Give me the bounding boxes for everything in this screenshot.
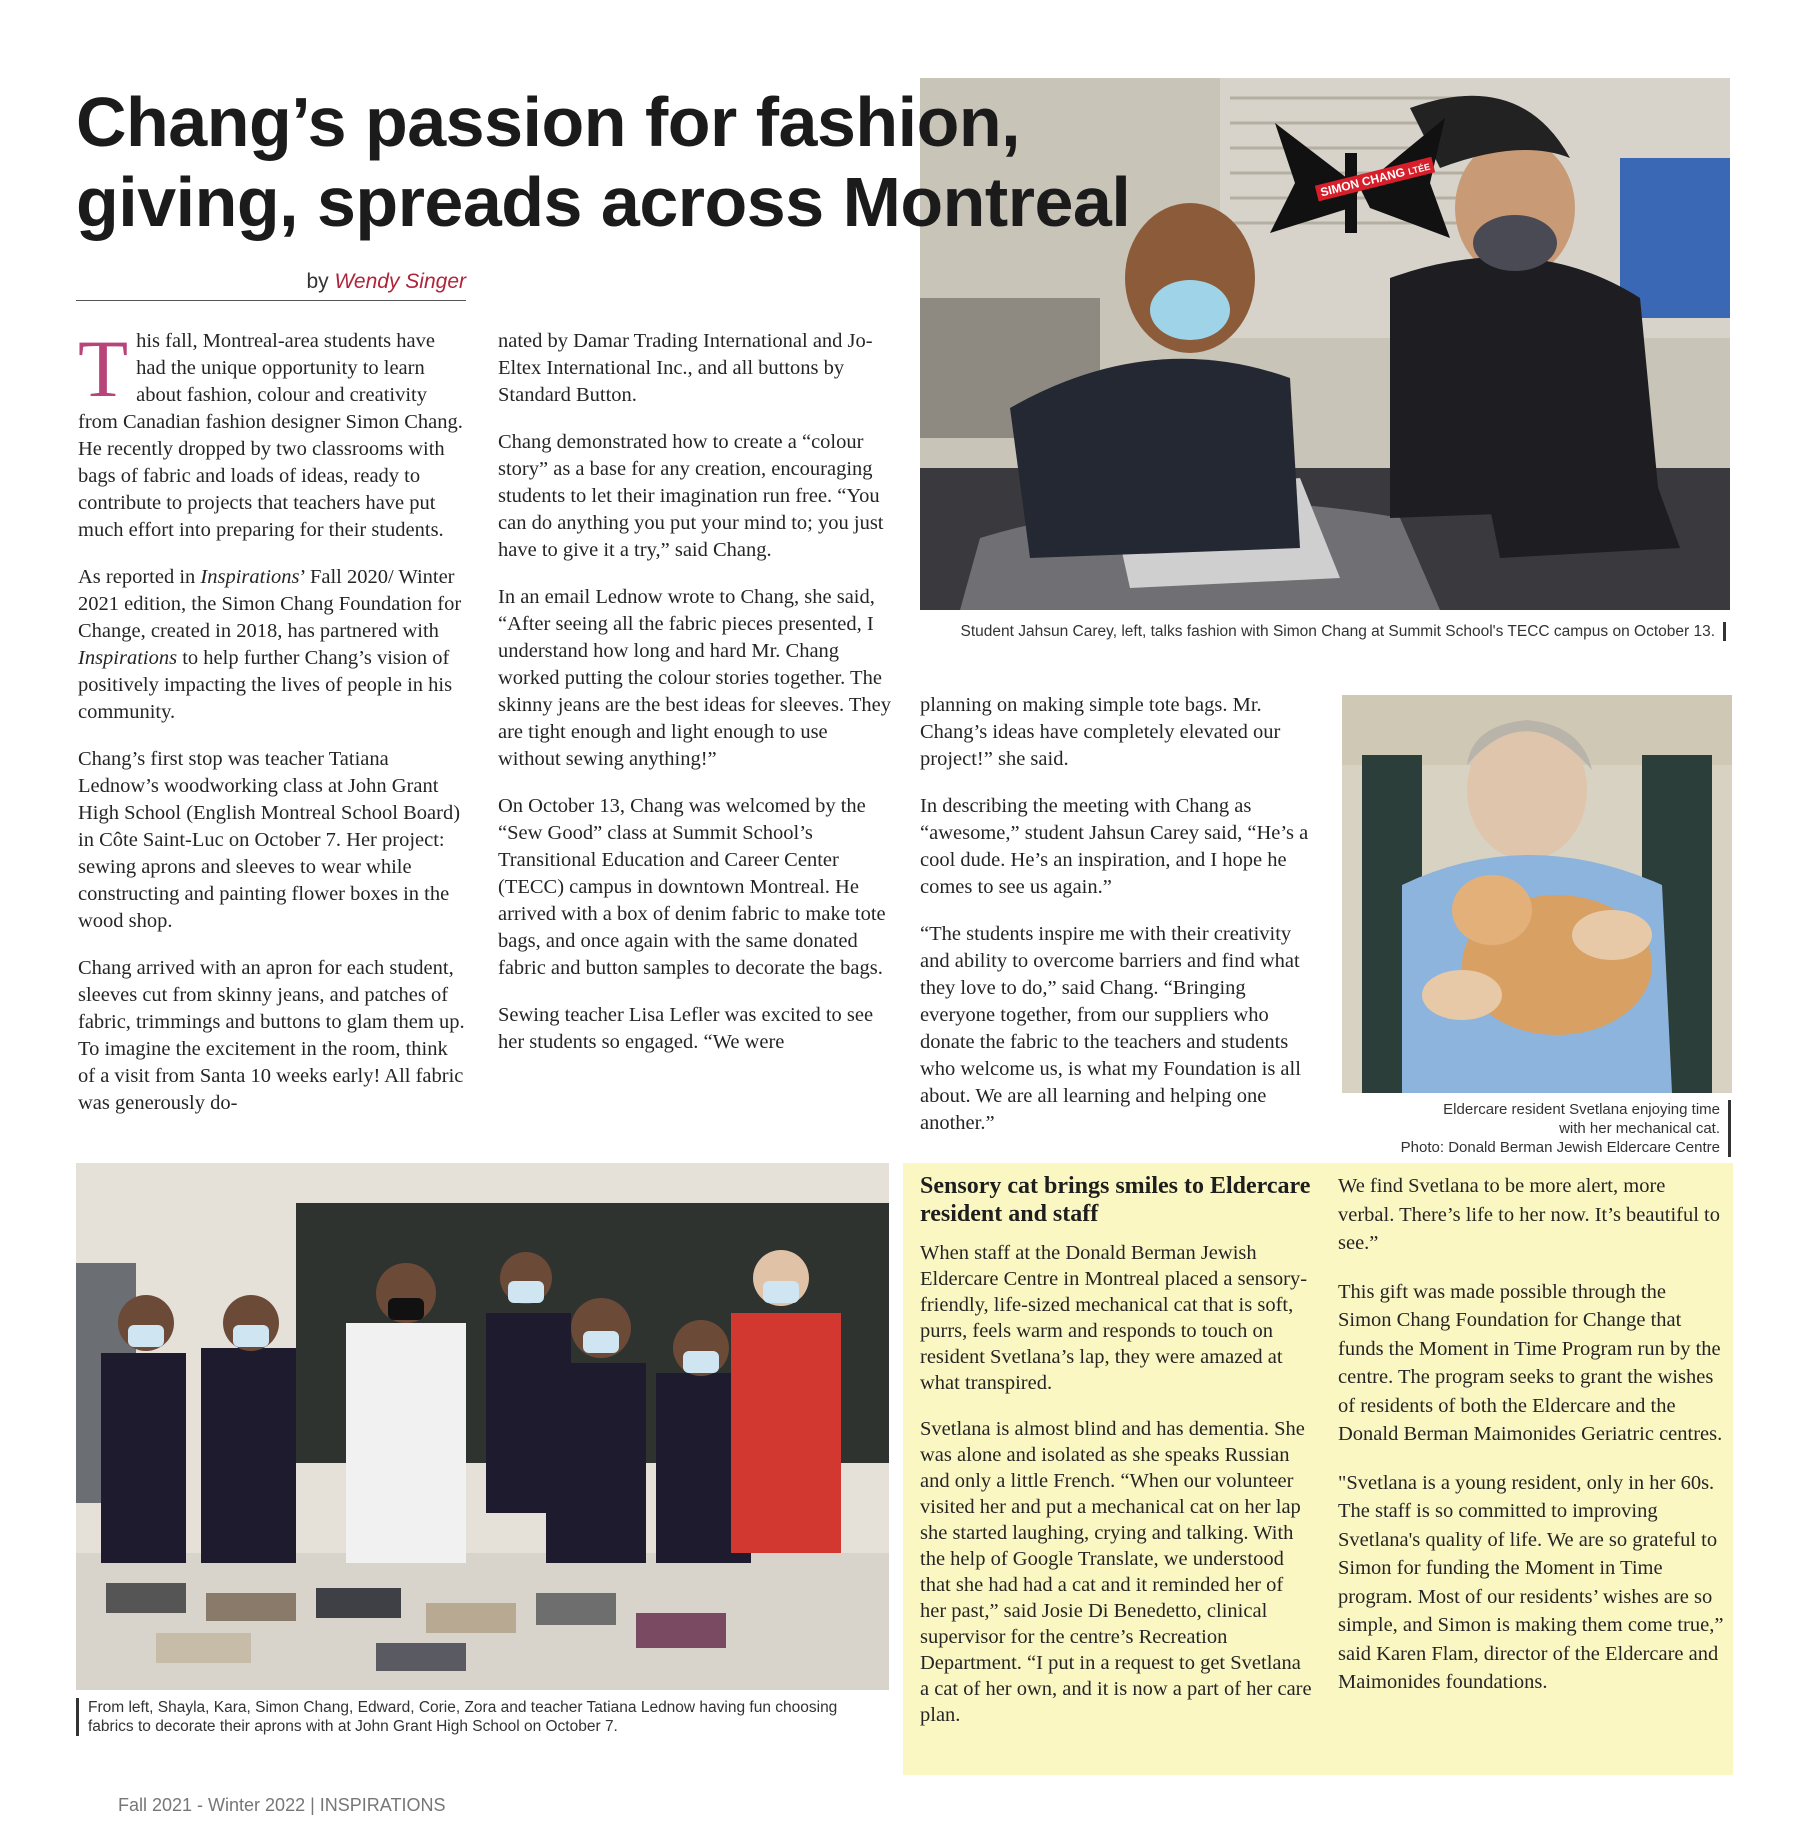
logo-text: SIMON CHANG bbox=[1318, 164, 1407, 200]
paragraph: “The students inspire me with their creativity and ability to overcome barriers and find what they love to do,” said Chang. “Bringing everyone together, from our suppliers who donate the fabric to the teachers and students who welcome us, is what my Foundation is all about. We are all learning and helping one another.” bbox=[920, 923, 1301, 1134]
photo-group bbox=[76, 1163, 889, 1690]
paragraph: Chang demonstrated how to create a “colour story” as a base for any creation, encouraging students to let their imagination run free. “You can do anything you put your mind to; you just have to give it a try,” said Chang. bbox=[498, 431, 884, 561]
page-footer: Fall 2021 - Winter 2022 | INSPIRATIONS bbox=[118, 1795, 446, 1815]
sidebar-paragraph: "Svetlana is a young resident, only in her 60s. The staff is so committed to improving Svetlana's quality of life. We are so grateful to Simon for funding the Moment in Time program. Most of our residents’ wishes are so simple, and Simon is making them come true,” said Karen Flam, director of the Eldercare and Maimonides foundations. bbox=[1338, 1471, 1724, 1693]
photo-cat-caption-line: Eldercare resident Svetlana enjoying time bbox=[1443, 1101, 1720, 1118]
article-column-3 bbox=[920, 692, 1316, 1157]
article-column-2 bbox=[498, 328, 892, 1076]
sidebar-paragraph: Svetlana is almost blind and has dementia. She was alone and isolated as she speaks Russian and only a little French. “When our volunteer visited her and put a mechanical cat on her lap she started laughing, crying and talking. With the help of Google Translate, we understood that she had had a cat and it reminded her of her past,” said Josie Di Benedetto, clinical supervisor for the centre’s Recreation Department. “I put in a request to get Svetlana a cat of her own, and it is now a part of her care plan. bbox=[920, 1418, 1312, 1726]
author-name: Wendy Singer bbox=[334, 270, 466, 293]
paragraph: Chang’s first stop was teacher Tatiana Lednow’s woodworking class at John Grant High School (English Montreal School Board) in Côte Saint-Luc on October 7. Her project: sewing aprons and sleeves to wear while constructing and painting flower boxes in the wood shop. bbox=[78, 748, 461, 932]
photo-cat-caption-line: with her mechanical cat. bbox=[1559, 1120, 1720, 1137]
photo-group-caption-line: From left, Shayla, Kara, Simon Chang, Edward, Corie, Zora and teacher Tatiana Lednow having fun choosing bbox=[88, 1699, 838, 1716]
byline-by: by bbox=[306, 270, 329, 293]
byline bbox=[76, 270, 466, 301]
paragraph: planning on making simple tote bags. Mr. Chang’s ideas have completely elevated our project!” she said. bbox=[920, 694, 1281, 770]
paragraph: nated by Damar Trading International and Jo-Eltex International Inc., and all buttons by Standard Button. bbox=[498, 330, 873, 406]
photo-group-image bbox=[76, 1163, 889, 1690]
sidebar-paragraph: We find Svetlana to be more alert, more verbal. There’s life to her now. It’s beautiful to see.” bbox=[1338, 1175, 1720, 1254]
sidebar-column-1 bbox=[920, 1172, 1312, 1748]
photo-top-caption-text: Student Jahsun Carey, left, talks fashion with Simon Chang at Summit School's TECC campus on October 13. bbox=[960, 623, 1715, 640]
photo-group-caption-line: fabrics to decorate their aprons with at John Grant High School on October 7. bbox=[88, 1718, 618, 1735]
paragraph: On October 13, Chang was welcomed by the “Sew Good” class at Summit School’s Transitional Education and Career Center (TECC) campus in downtown Montreal. He arrived with a box of denim fabric to make tote bags, and once again with the same donated fabric and button samples to decorate the bags. bbox=[498, 795, 886, 979]
logo-mark: LTÉE bbox=[1407, 161, 1432, 177]
simon-chang-logo bbox=[1265, 113, 1455, 248]
photo-cat-image bbox=[1342, 695, 1732, 1093]
sidebar-column-2 bbox=[1338, 1172, 1724, 1717]
paragraph: In describing the meeting with Chang as “awesome,” student Jahsun Carey said, “He’s a cool dude. He’s an inspiration, and I hope he comes to see us again.” bbox=[920, 795, 1309, 898]
sidebar-paragraph: When staff at the Donald Berman Jewish Eldercare Centre in Montreal placed a sensory-friendly, life-sized mechanical cat that is soft, purrs, feels warm and responds to touch on resident Svetlana’s lap, they were amazed at what transpired. bbox=[920, 1242, 1308, 1394]
photo-group-caption bbox=[76, 1698, 908, 1736]
photo-cat-caption bbox=[1342, 1100, 1731, 1157]
photo-cat bbox=[1342, 695, 1732, 1093]
paragraph: Chang arrived with an apron for each student, sleeves cut from skinny jeans, and patches of fabric, trimmings and buttons to glam them up. To imagine the excitement in the room, think of a visit from Santa 10 weeks early! All fabric was generously do- bbox=[78, 957, 465, 1114]
photo-top-caption bbox=[920, 622, 1726, 641]
paragraph: In an email Lednow wrote to Chang, she said, “After seeing all the fabric pieces presented, I understand how long and hard Mr. Chang worked putting the colour stories together. The skinny jeans are the best ideas for sleeves. They are tight enough and light enough to use without sewing anything!” bbox=[498, 586, 891, 770]
paragraph: Sewing teacher Lisa Lefler was excited to see her students so engaged. “We were bbox=[498, 1004, 874, 1053]
headline: Chang’s passion for fashion, giving, spreads across Montreal bbox=[76, 83, 1131, 241]
paragraph: This fall, Montreal-area students have had the unique opportunity to learn about fashion, colour and creativity from Canadian fashion designer Simon Chang. He recently dropped by two classrooms with bags of fabric and loads of ideas, ready to contribute to projects that teachers have put much effort into preparing for their students. bbox=[78, 323, 463, 541]
drop-cap: T bbox=[78, 323, 129, 414]
sidebar-title: Sensory cat brings smiles to Eldercare resident and staff bbox=[920, 1173, 1311, 1227]
sidebar-paragraph: This gift was made possible through the Simon Chang Foundation for Change that funds the Moment in Time Program run by the centre. The program seeks to grant the wishes of residents of both the Eldercare and the Donald Berman Maimonides Geriatric centres. bbox=[1338, 1280, 1723, 1445]
photo-cat-caption-credit: Photo: Donald Berman Jewish Eldercare Centre bbox=[1400, 1139, 1720, 1156]
paragraph: As reported in Inspirations’ Fall 2020/ Winter 2021 edition, the Simon Chang Foundation for Change, created in 2018, has partnered with Inspirations to help further Chang’s vision of positively impacting the lives of people in his community. bbox=[78, 566, 462, 723]
article-column-1 bbox=[78, 323, 466, 1137]
